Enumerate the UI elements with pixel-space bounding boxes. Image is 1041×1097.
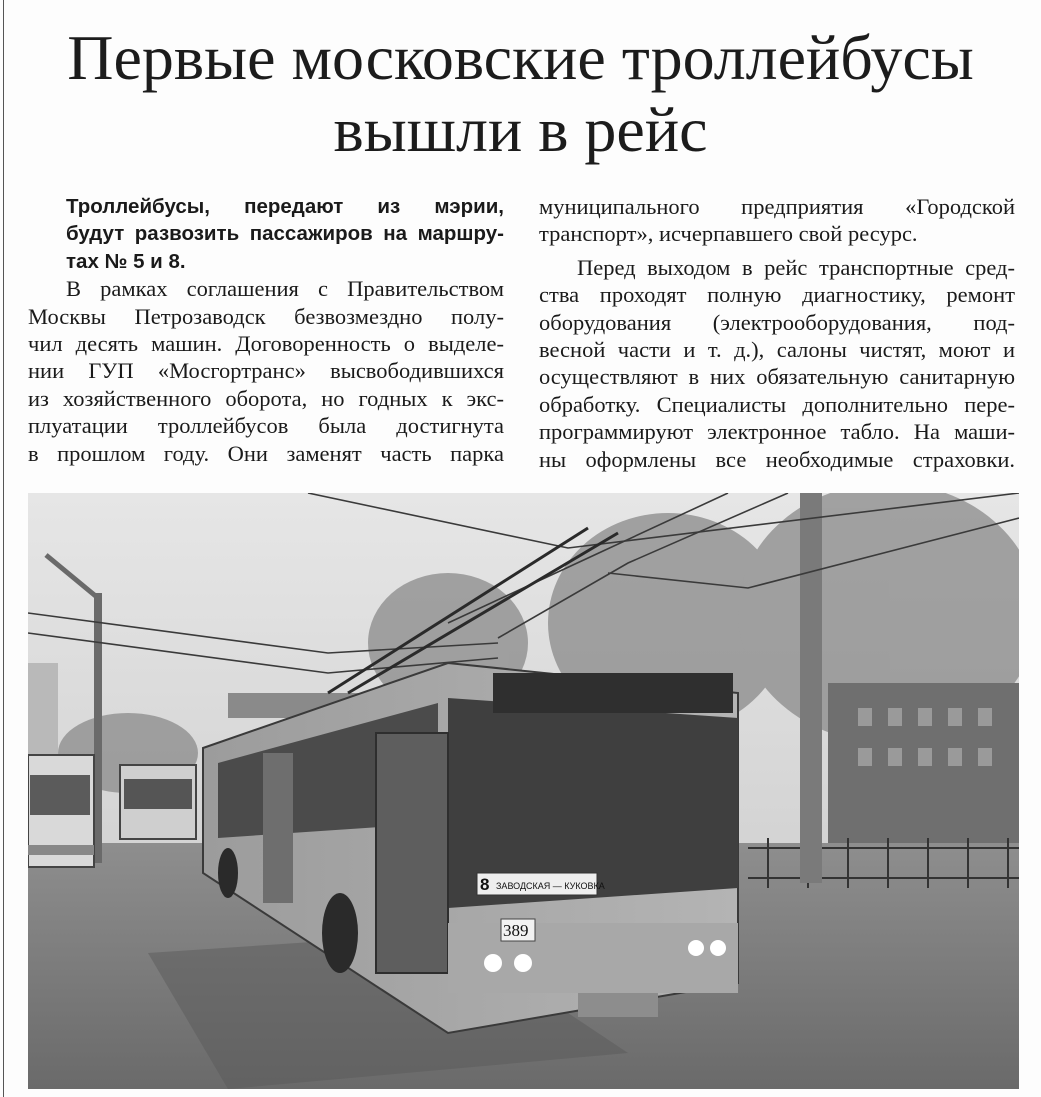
body-line: транспорт», исчерпавшего свой ресурс. (539, 221, 918, 247)
lead-line: тах № 5 и 8. (66, 249, 186, 273)
body-paragraph (539, 193, 1015, 248)
headline (0, 22, 1041, 166)
body-line: В рамках соглашения с Правительством (66, 276, 504, 302)
body-line: Перед выходом в рейс транспортные сред- (577, 254, 1015, 280)
left-column (28, 193, 504, 467)
body-line: плуатации троллейбусов была достигнута (28, 413, 504, 439)
right-column (539, 193, 1015, 473)
body-line: из хозяйственного оборота, но годных к экс- (28, 385, 504, 411)
lead-line: будут развозить пассажиров на маршру- (66, 222, 504, 246)
route-sign-text: ЗАВОДСКАЯ — КУКОВКА (496, 881, 605, 891)
body-line: весной части и т. д.), салоны чистят, моют и (539, 337, 1015, 363)
trolleybus-photo (28, 493, 1019, 1089)
headline-line-1: Первые московские троллейбусы (67, 22, 974, 93)
body-line: чил десять машин. Договоренность о выделе- (28, 331, 504, 357)
body-line: в прошлом году. Они заменят часть парка (28, 440, 504, 466)
body-line: ны оформлены все необходимые страховки. (539, 446, 1015, 472)
utility-pole (800, 493, 822, 883)
body-line: муниципального предприятия «Городской (539, 194, 1015, 219)
photo-illustration (28, 493, 1019, 1089)
body-paragraph (539, 254, 1015, 473)
body-line: Москвы Петрозаводск безвозмездно полу- (28, 303, 504, 329)
body-line: обработку. Специалисты дополнительно пере- (539, 391, 1015, 417)
body-line: ства проходят полную диагностику, ремонт (539, 282, 1015, 308)
background-trolleybus-1 (28, 755, 94, 867)
fleet-number: 389 (503, 921, 529, 940)
street-lamp-pole (94, 593, 102, 863)
route-number: 8 (480, 875, 490, 894)
lead-line: Троллейбусы, передают из мэрии, (66, 195, 504, 218)
body-line: программируют электронное табло. На маши- (539, 419, 1015, 445)
headline-line-2: вышли в рейс (333, 94, 708, 165)
body-paragraph (28, 275, 504, 467)
lead-paragraph (28, 193, 504, 275)
body-line: оборудования (электрооборудования, под- (539, 309, 1015, 335)
body-line: осуществляют в них обязательную санитарную (539, 364, 1015, 390)
background-trolleybus-2 (120, 765, 196, 839)
body-line: нии ГУП «Мосгортранс» высвободившихся (28, 358, 504, 384)
